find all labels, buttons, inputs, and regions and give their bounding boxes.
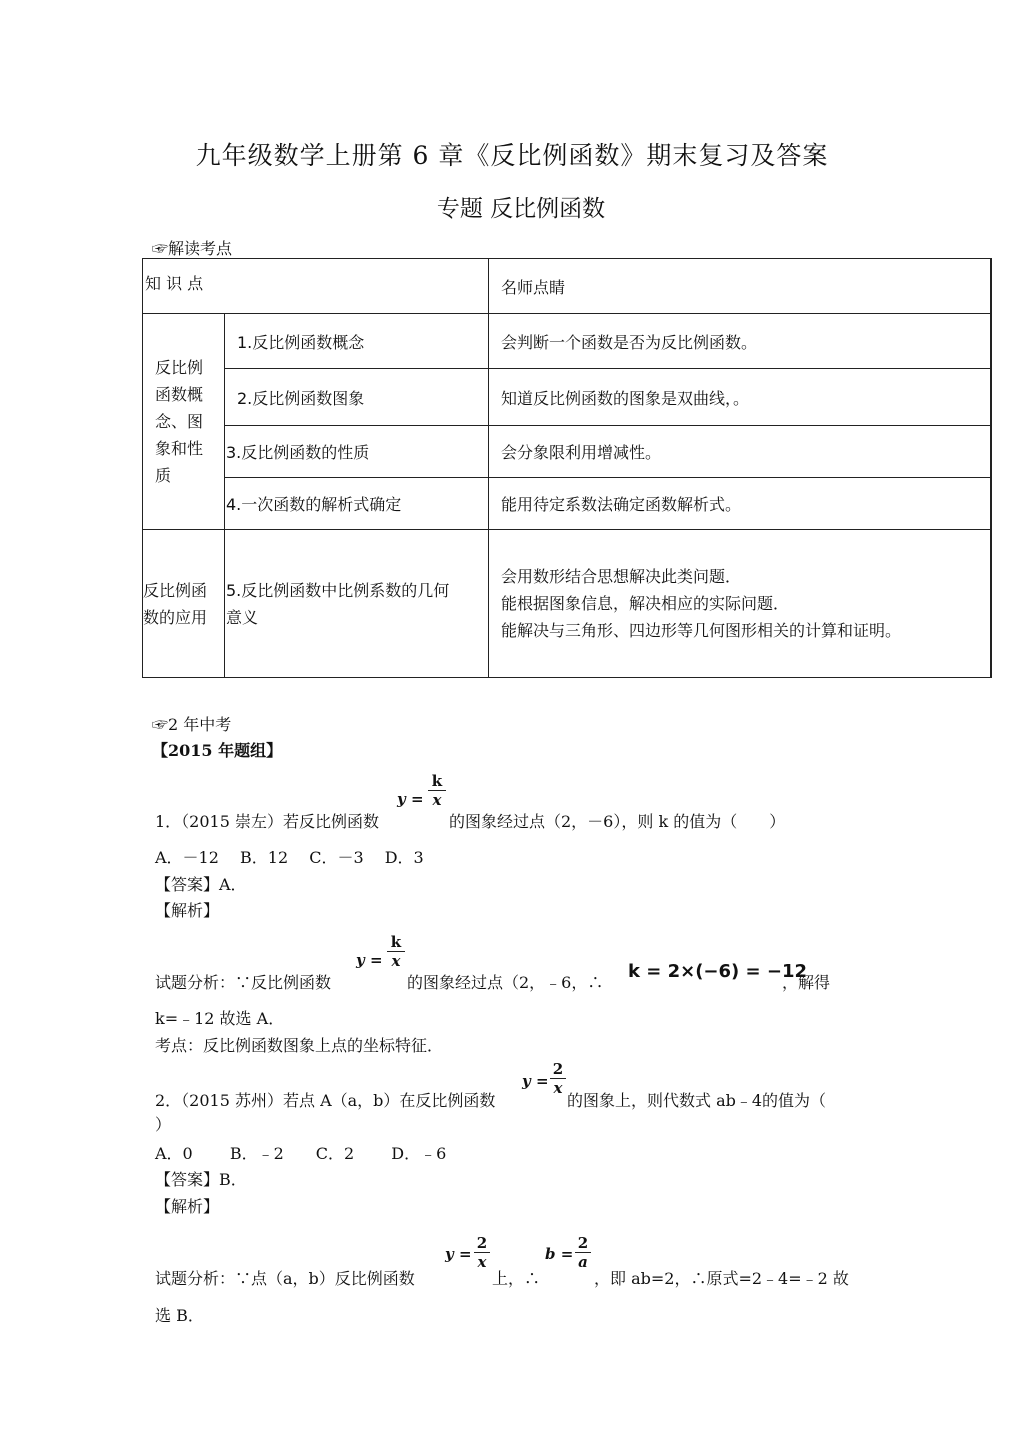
q1-options: A．－12 B．12 C．－3 D．3 [155, 848, 424, 867]
q2-formula-y: y = [522, 1072, 549, 1090]
table-topic: 1.反比例函数概念 [225, 314, 489, 369]
q2-analysis-formula2-b: b = [545, 1245, 574, 1263]
table-tip: 知道反比例函数的图象是双曲线，。 [489, 369, 991, 426]
q2-analysis-conclusion: 选 B． [155, 1306, 204, 1325]
q2-analysis-formula-fraction: 2 x [474, 1234, 490, 1271]
q2-analysis-formula2-fraction: 2 a [575, 1234, 591, 1271]
table-group2-label: 反比例函 数的应用 [143, 530, 225, 678]
q1-stem-part1: 1．（2015 崇左）若反比例函数 [155, 812, 379, 831]
q1-analysis-label: 【解析】 [155, 901, 220, 920]
table-tip: 会判断一个函数是否为反比例函数。 [489, 314, 991, 369]
page-subtitle: 专题 反比例函数 [436, 196, 606, 222]
table-header-knowledge: 知 识 点 [143, 259, 489, 314]
q1-stem-part2: 的图象经过点（2，－6），则 k 的值为（ ） [449, 812, 786, 831]
q2-analysis-part3: ，即 ab=2，∴原式=2﹣4=﹣2 故 [594, 1269, 849, 1288]
table-tip: 会分象限利用增减性。 [489, 426, 991, 478]
q1-answer: 【答案】A． [155, 875, 247, 894]
table-topic: 2.反比例函数图象 [225, 369, 489, 426]
table-topic: 3.反比例函数的性质 [225, 426, 489, 478]
q2-analysis-part1: 试题分析：∵点（a，b）反比例函数 [155, 1269, 415, 1288]
q1-analysis-part1: 试题分析：∵反比例函数 [155, 973, 332, 992]
table-topic: 5.反比例函数中比例系数的几何 意义 [225, 530, 489, 678]
q1-kaodian: 考点：反比例函数图象上点的坐标特征． [155, 1036, 444, 1055]
table-header-tips: 名师点睛 [489, 259, 991, 314]
section-heading-zhongkao: ☞2 年中考 [152, 715, 232, 734]
q1-analysis-equation: k = 2×(−6) = −12 [628, 961, 807, 982]
knowledge-table [142, 258, 992, 678]
q1-analysis-formula-y: y = [356, 951, 383, 969]
q1-analysis-formula-fraction: k x [387, 933, 405, 970]
q1-formula-fraction: k x [428, 772, 446, 809]
q2-analysis-formula-y: y = [445, 1245, 472, 1263]
q2-stem-part3: ） [155, 1115, 172, 1134]
q1-analysis-conclusion: k=﹣12 故选 A． [155, 1009, 285, 1028]
group-heading-2015: 【2015 年题组】 [152, 741, 283, 760]
q2-options: A．0 B．﹣2 C．2 D．﹣6 [155, 1144, 447, 1163]
q2-answer: 【答案】B． [155, 1170, 247, 1189]
table-group1-label: 反比例 函数概 念、图 象和性 质 [143, 314, 225, 530]
q2-analysis-part2: 上，∴ [492, 1269, 541, 1288]
q2-formula-fraction: 2 x [550, 1060, 566, 1097]
q1-analysis-part2: 的图象经过点（2，﹣6，∴ [407, 973, 604, 992]
q1-formula-y: y = [397, 790, 424, 808]
q1-analysis-part3: ，解得 [782, 973, 831, 992]
page-title: 九年级数学上册第 6 章《反比例函数》期末复习及答案 [195, 141, 829, 170]
table-tip: 能用待定系数法确定函数解析式。 [489, 478, 991, 530]
q2-analysis-label: 【解析】 [155, 1197, 220, 1216]
q2-stem-part2: 的图象上，则代数式 ab﹣4的值为（ [567, 1091, 827, 1110]
table-tip: 会用数形结合思想解决此类问题． 能根据图象信息，解决相应的实际问题． 能解决与三角形、四边形等几何图形相关的计算和证明。 [489, 530, 991, 678]
q2-stem-part1: 2．（2015 苏州）若点 A（a，b）在反比例函数 [155, 1091, 496, 1110]
section-heading-kaodian: ☞解读考点 [152, 239, 233, 258]
table-topic: 4.一次函数的解析式确定 [225, 478, 489, 530]
